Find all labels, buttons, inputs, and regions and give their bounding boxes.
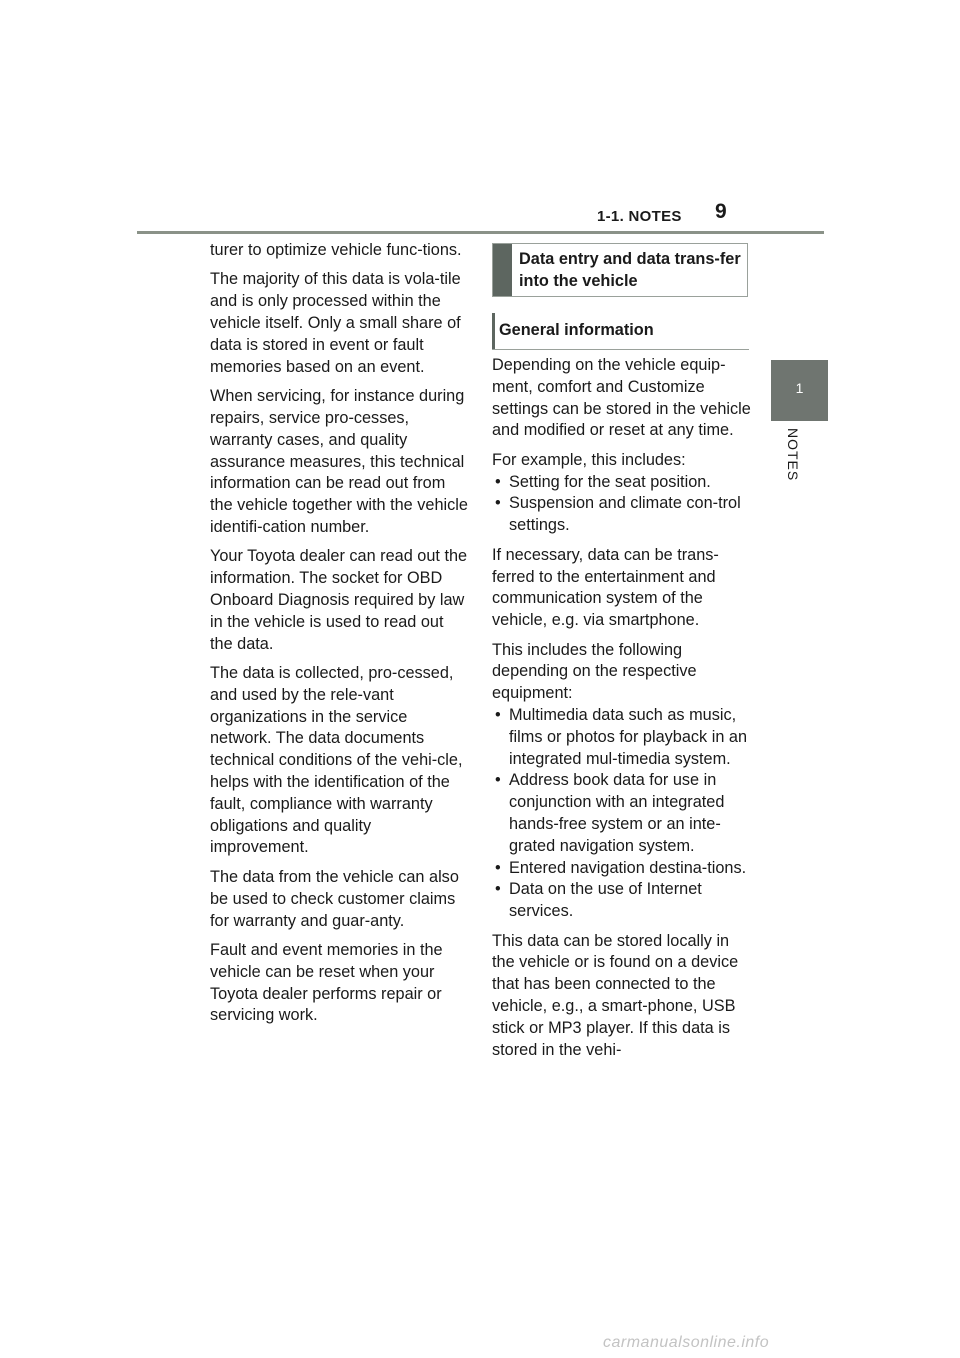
section-title: Data entry and data trans-fer into the vehicle	[519, 250, 741, 290]
paragraph: If necessary, data can be trans-ferred to the entertainment and communication system of the vehicle, e.g. via smartphone.	[492, 545, 719, 630]
bullet-list	[492, 472, 754, 537]
subsection-header	[492, 313, 749, 350]
bullet-list	[492, 705, 754, 923]
paragraph: The majority of this data is vola-tile and is only processed within the vehicle itself. Only a small share of data is stored in event or fault memories based on an event.	[210, 270, 461, 376]
header-divider	[137, 231, 824, 234]
paragraph: For example, this includes:	[492, 450, 686, 469]
list-item: • Multimedia data such as music, films or photos for playback in an integrated mul-timedia system.	[492, 705, 754, 770]
paragraph: When servicing, for instance during repairs, service pro-cesses, warranty cases, and quality assurance measures, this technical information can be read out from the vehicle together with the vehicle identifi-cation number.	[210, 387, 468, 536]
list-item: • Suspension and climate con-trol settings.	[492, 493, 754, 537]
chapter-tab[interactable]	[771, 360, 828, 421]
paragraph: The data from the vehicle can also be used to check customer claims for warranty and guar-anty.	[210, 867, 459, 930]
subsection-title: General information	[499, 321, 654, 339]
subsection-bar	[492, 313, 495, 349]
paragraph: This data can be stored locally in the vehicle or is found on a device that has been connected to the vehicle, e.g., a smart-phone, USB stick or MP3 player. If this data is stored in the vehi-	[492, 931, 739, 1059]
list-item: • Data on the use of Internet services.	[492, 879, 754, 923]
paragraph: turer to optimize vehicle func-tions.	[210, 241, 462, 259]
left-column	[210, 240, 468, 1035]
chapter-number: 1	[795, 380, 804, 396]
right-column	[492, 355, 754, 1069]
paragraph: Fault and event memories in the vehicle can be reset when your Toyota dealer performs repair or servicing work.	[210, 941, 443, 1025]
section-title-box	[492, 243, 748, 297]
section-header: 1-1. NOTES	[597, 208, 682, 225]
list-item: • Entered navigation destina-tions.	[492, 858, 754, 880]
watermark: carmanualsonline.info	[603, 1334, 770, 1351]
paragraph: This includes the following depending on the respective equipment:	[492, 640, 697, 703]
list-item: • Setting for the seat position.	[492, 472, 754, 494]
paragraph: Your Toyota dealer can read out the information. The socket for OBD Onboard Diagnosis required by law in the vehicle is used to read out the data.	[210, 547, 468, 653]
list-item: • Address book data for use in conjunction with an integrated hands-free system or an inte-grated navigation system.	[492, 770, 754, 857]
chapter-label: NOTES	[785, 428, 801, 482]
page-number: 9	[715, 200, 727, 223]
paragraph: Depending on the vehicle equip-ment, comfort and Customize settings can be stored in the vehicle and modified or reset at any time.	[492, 356, 751, 440]
paragraph: The data is collected, pro-cessed, and used by the rele-vant organizations in the service network. The data documents technical conditions of the vehi-cle, helps with the identification of the fault, compliance with warranty obligations and quality improvement.	[210, 664, 463, 857]
section-title-bar	[493, 244, 512, 296]
